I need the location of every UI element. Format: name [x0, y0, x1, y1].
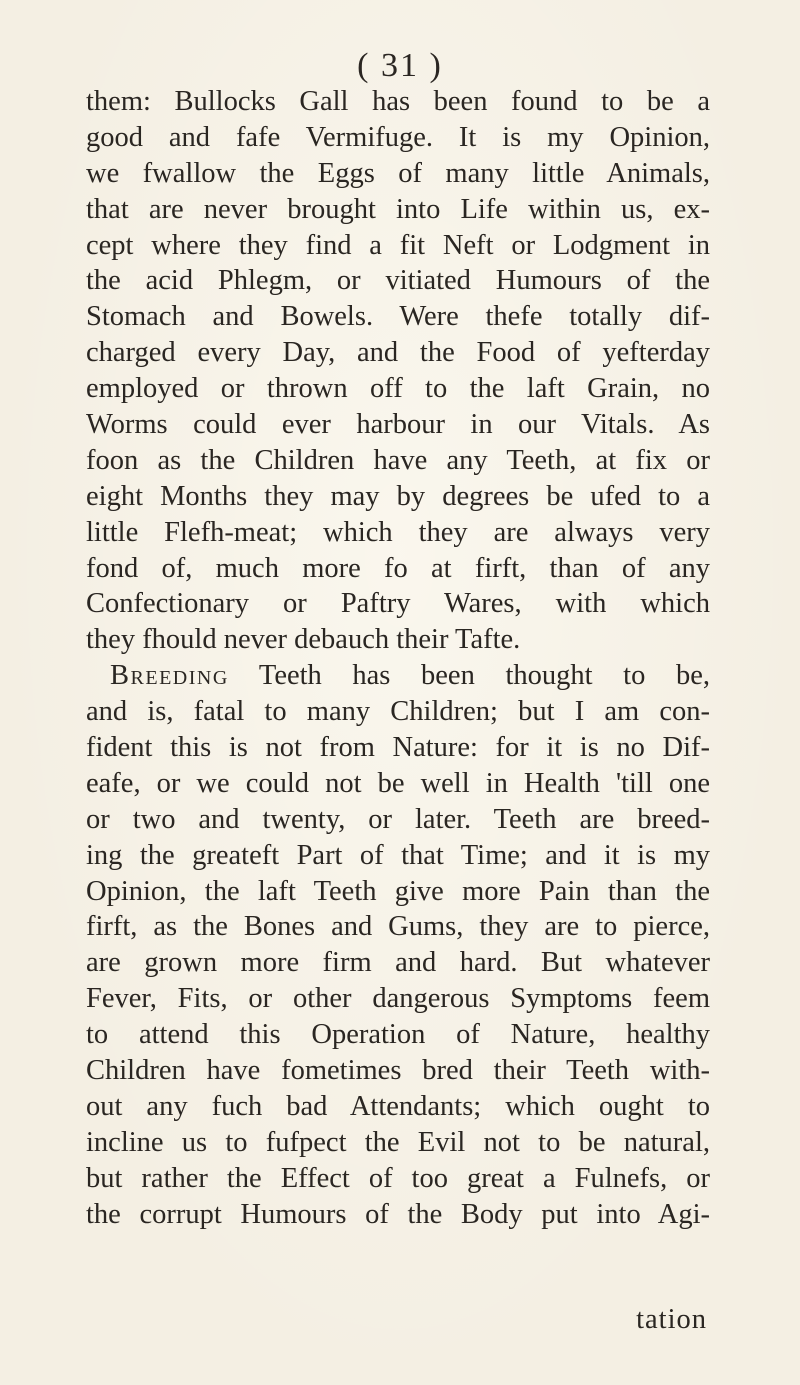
paragraph-lead-word: Breeding: [110, 660, 229, 692]
text-line: fident this is not from Nature: for it is no Dif-: [86, 732, 710, 764]
page-number: ( 31 ): [357, 47, 443, 84]
text-line: out any fuch bad Attendants; which ought to: [86, 1090, 710, 1122]
text-line: them: Bullocks Gall has been found to be a: [86, 86, 710, 117]
text-line: Confectionary or Paftry Wares, with which: [86, 588, 710, 620]
text-line: and is, fatal to many Children; but I am con-: [86, 696, 710, 728]
text-line: cept where they find a fit Neft or Lodgment in: [86, 229, 710, 261]
text-line: or two and twenty, or later. Teeth are breed-: [86, 803, 710, 835]
text-line: firft, as the Bones and Gums, they are to pierce,: [86, 911, 710, 943]
text-line: Children have fometimes bred their Teeth with-: [86, 1055, 710, 1087]
text-line: charged every Day, and the Food of yefterday: [86, 337, 710, 369]
text-line: they fhould never debauch their Tafte.: [86, 624, 521, 656]
text-line-rest: Teeth has been thought to be,: [228, 660, 710, 692]
text-line: ing the greateft Part of that Time; and it is my: [86, 839, 710, 871]
text-line: but rather the Effect of too great a Fulnefs, or: [86, 1162, 710, 1194]
text-line: the acid Phlegm, or vitiated Humours of the: [86, 265, 710, 297]
body-text: [86, 84, 710, 1233]
text-line: we fwallow the Eggs of many little Animals,: [86, 157, 710, 189]
text-line: are grown more firm and hard. But whatever: [86, 947, 710, 979]
text-line: to attend this Operation of Nature, healthy: [86, 1019, 710, 1051]
text-line: foon as the Children have any Teeth, at fix or: [86, 444, 710, 476]
text-line: incline us to fufpect the Evil not to be natural,: [86, 1126, 710, 1158]
text-line: Stomach and Bowels. Were thefe totally dif-: [86, 301, 710, 333]
text-line: Worms could ever harbour in our Vitals. As: [86, 409, 710, 441]
catchword: tation: [636, 1304, 707, 1335]
text-line: eight Months they may by degrees be ufed to a: [86, 480, 710, 512]
text-line: fond of, much more fo at firft, than of any: [86, 552, 710, 584]
text-line: eafe, or we could not be well in Health 'till one: [86, 767, 710, 799]
text-line: that are never brought into Life within us, ex-: [86, 193, 710, 225]
text-line: good and fafe Vermifuge. It is my Opinion,: [86, 121, 710, 153]
text-line: employed or thrown off to the laft Grain, no: [86, 373, 710, 405]
text-line: little Flefh-meat; which they are always very: [86, 516, 710, 548]
text-line: Opinion, the laft Teeth give more Pain than the: [86, 875, 710, 907]
text-line: Fever, Fits, or other dangerous Symptoms feem: [86, 983, 710, 1015]
text-line: the corrupt Humours of the Body put into Agi-: [86, 1198, 710, 1230]
paragraph-first-line: [86, 658, 710, 694]
